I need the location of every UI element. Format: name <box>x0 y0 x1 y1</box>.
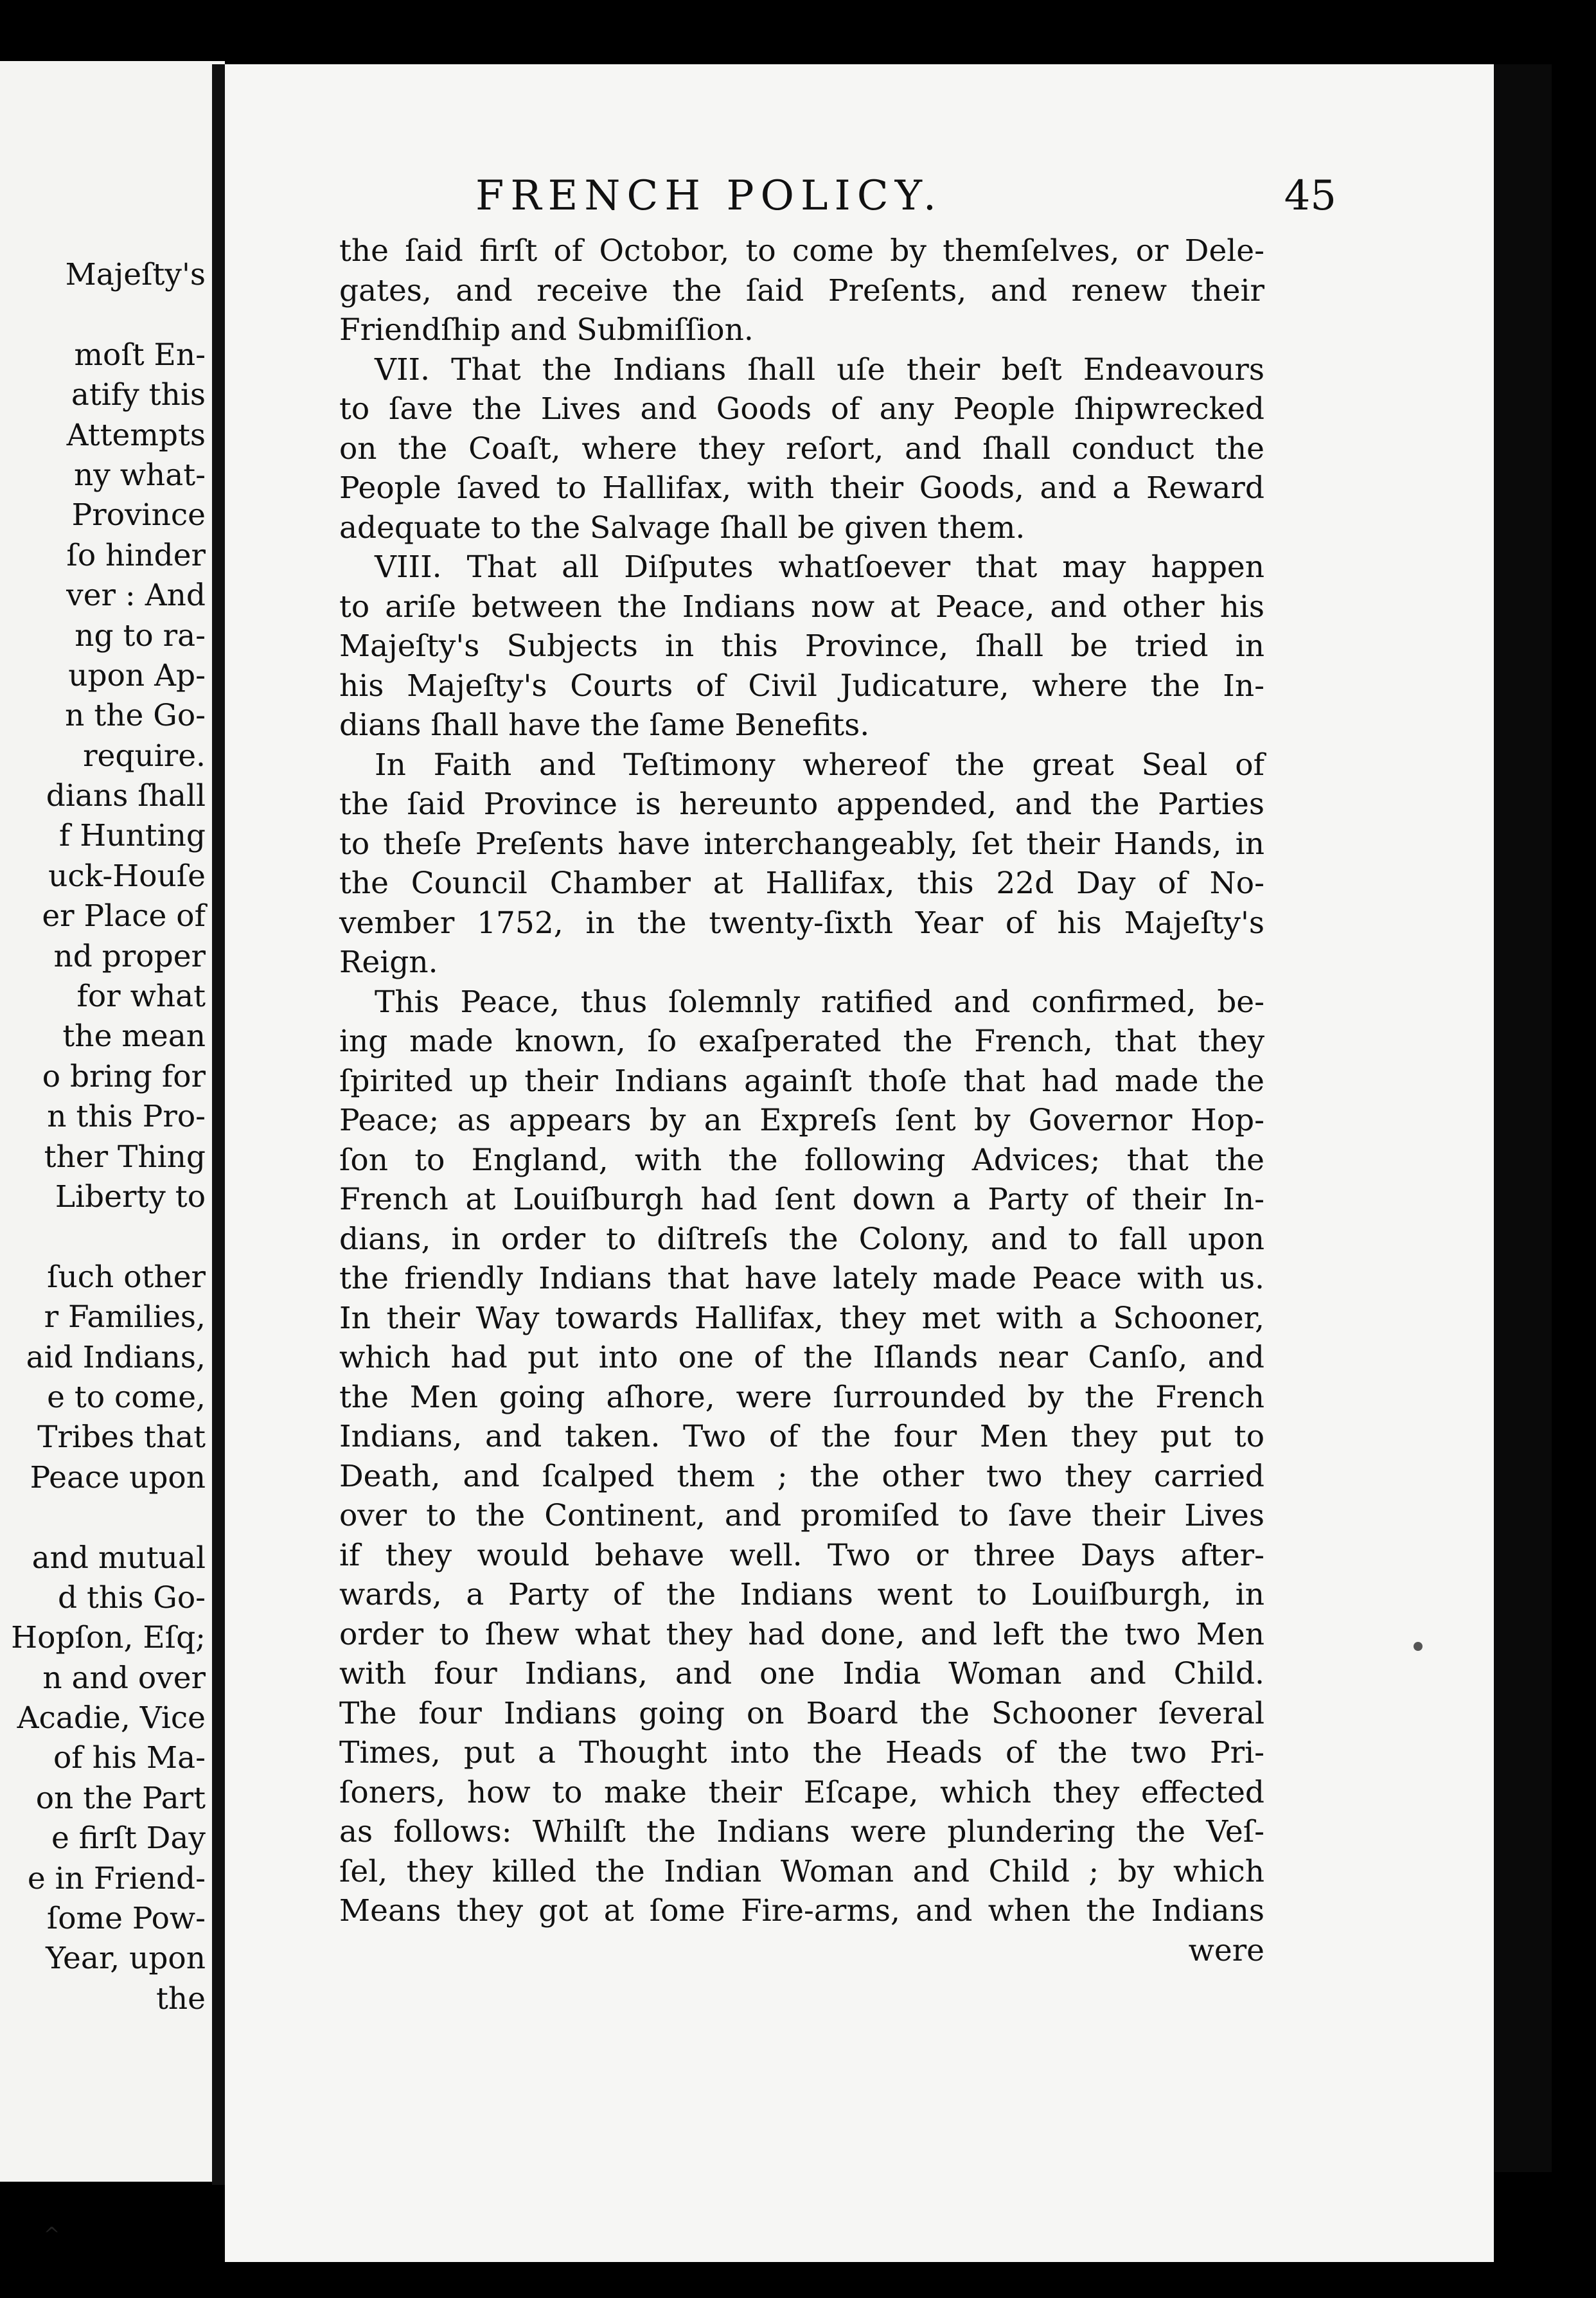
text-line: VIII. That all Diſputes whatſoever that may happen <box>375 549 1264 585</box>
left-line: r Families, <box>44 1299 206 1335</box>
left-line: ny what- <box>73 457 206 493</box>
left-line: ſuch other <box>47 1259 206 1295</box>
running-header <box>475 170 1336 222</box>
left-line: e to come, <box>47 1379 206 1415</box>
left-line: f Hunting <box>58 818 206 854</box>
left-line: atify this <box>71 377 206 413</box>
text-line: dians, in order to diſtreſs the Colony, and to fall upon <box>339 1221 1264 1257</box>
left-line: n and over <box>42 1660 206 1696</box>
left-line: nd proper <box>53 938 206 974</box>
left-line: upon Ap- <box>68 657 206 693</box>
left-line: e firſt Day <box>51 1821 206 1857</box>
text-line: adequate to the Salvage ſhall be given them. <box>339 510 1025 546</box>
text-line: to ariſe between the Indians now at Peace, and other his <box>339 589 1264 625</box>
ink-speck <box>1414 1642 1423 1651</box>
left-line: e in Friend- <box>27 1860 206 1896</box>
text-line: the Men going aſhore, were ſurrounded by the French <box>339 1379 1264 1415</box>
text-line: gates, and receive the ſaid Preſents, and renew their <box>339 272 1264 308</box>
text-line: In Faith and Teſtimony whereof the great Seal of <box>375 747 1264 783</box>
left-line: Province <box>71 497 206 533</box>
text-line: Death, and ſcalped them ; the other two they carried <box>339 1458 1264 1494</box>
text-line: if they would behave well. Two or three Days after- <box>339 1537 1264 1573</box>
left-line: require. <box>83 738 206 774</box>
text-line: Friendſhip and Submiſſion. <box>339 312 754 348</box>
text-line: which had put into one of the Iſlands near Canſo, and <box>339 1340 1264 1375</box>
left-line <box>0 295 206 335</box>
left-line: d this Go- <box>58 1580 206 1616</box>
text-line: Peace; as appears by an Expreſs ſent by Governor Hop- <box>339 1103 1264 1138</box>
left-line: Tribes that <box>37 1420 206 1456</box>
left-line: aid Indians, <box>26 1339 206 1375</box>
text-line: Means they got at ſome Fire-arms, and when the Indians <box>339 1893 1264 1928</box>
left-line: Liberty to <box>55 1179 206 1215</box>
text-line: The four Indians going on Board the Schooner ſeveral <box>339 1695 1264 1731</box>
left-line: n the Go- <box>65 698 206 734</box>
text-line: to ſave the Lives and Goods of any People ſhipwrecked <box>339 391 1264 427</box>
left-line <box>0 1498 206 1538</box>
text-line: order to ſhew what they had done, and left the two Men <box>339 1616 1264 1652</box>
text-line: VII. That the Indians ſhall uſe their beſt Endeavours <box>375 352 1264 387</box>
text-line: Indians, and taken. Two of the four Men they put to <box>339 1419 1264 1454</box>
text-line: ing made known, ſo exaſperated the French, that they <box>339 1024 1264 1059</box>
left-line: ſo hinder <box>66 537 206 573</box>
left-line <box>0 1217 206 1257</box>
left-page-text <box>0 255 206 2019</box>
text-line: the ſaid firſt of Octobor, to come by themſelves, or Dele- <box>339 233 1264 269</box>
left-line: ng to ra- <box>75 618 206 654</box>
left-line: and mutual <box>31 1540 206 1576</box>
left-line: for what <box>76 979 206 1015</box>
left-line: the mean <box>62 1019 206 1055</box>
left-line: uck-Houſe <box>48 858 206 894</box>
text-line: the Council Chamber at Hallifax, this 22d Day of No- <box>339 866 1264 901</box>
caret-mark: ^ <box>44 2223 60 2246</box>
text-line: Reign. <box>339 945 438 980</box>
left-line: o bring for <box>42 1058 206 1094</box>
left-line: dians ſhall <box>46 778 206 814</box>
left-line: Year, upon <box>46 1941 206 1977</box>
left-line: Peace upon <box>30 1459 206 1495</box>
text-line: the friendly Indians that have lately made Peace with us. <box>339 1261 1264 1296</box>
catchword: were <box>1188 1932 1264 1968</box>
left-line: ſome Pow- <box>46 1901 206 1937</box>
text-line: Majeſty's Subjects in this Province, ſhall be tried in <box>339 628 1264 664</box>
text-line: French at Louiſburgh had ſent down a Party of their In- <box>339 1182 1264 1217</box>
left-line: ther Thing <box>44 1139 206 1175</box>
left-line: moſt En- <box>74 337 206 373</box>
text-line: to theſe Preſents have interchangeably, ſet their Hands, in <box>339 826 1264 862</box>
text-line: People ſaved to Hallifax, with their Goods, and a Reward <box>339 470 1264 506</box>
text-line: This Peace, thus ſolemnly ratified and confirmed, be- <box>375 984 1264 1020</box>
left-line: er Place of <box>42 898 206 934</box>
header-title: FRENCH POLICY. <box>475 172 943 220</box>
left-page <box>0 61 225 2246</box>
text-line: with four Indians, and one India Woman and Child. <box>339 1656 1264 1691</box>
text-line: ſoners, how to make their Eſcape, which they effected <box>339 1774 1264 1810</box>
left-line: Attempts <box>66 417 206 453</box>
text-line: on the Coaſt, where they reſort, and ſhall conduct the <box>339 431 1264 467</box>
text-line: over to the Continent, and promiſed to ſave their Lives <box>339 1498 1264 1533</box>
left-line: n this Pro- <box>47 1099 206 1135</box>
text-line: as follows: Whilſt the Indians were plundering the Veſ- <box>339 1814 1264 1849</box>
left-line: Majeſty's <box>65 257 206 292</box>
left-line: Acadie, Vice <box>17 1700 206 1736</box>
text-line: the ſaid Province is hereunto appended, and the Parties <box>339 787 1264 822</box>
text-line: In their Way towards Hallifax, they met with a Schooner, <box>339 1300 1264 1336</box>
text-line: ſpirited up their Indians againſt thoſe that had made the <box>339 1063 1264 1099</box>
body-text <box>339 231 1264 1970</box>
left-line: Hopſon, Eſq; <box>11 1620 206 1656</box>
left-line: ver : And <box>66 578 206 614</box>
page-number: 45 <box>1284 172 1336 220</box>
text-line: vember 1752, in the twenty-ſixth Year of his Majeſty's <box>339 905 1264 941</box>
text-line: ſon to England, with the following Advices; that the <box>339 1142 1264 1178</box>
text-line: ſel, they killed the Indian Woman and Child ; by which <box>339 1853 1264 1889</box>
text-line: Times, put a Thought into the Heads of the two Pri- <box>339 1735 1264 1770</box>
left-line: of his Ma- <box>53 1740 206 1776</box>
left-line: the <box>156 1981 206 2017</box>
page-edge-shadow <box>1494 64 1552 2172</box>
text-line: wards, a Party of the Indians went to Louiſburgh, in <box>339 1577 1264 1612</box>
left-line: on the Part <box>35 1780 206 1816</box>
text-line: dians ſhall have the ſame Benefits. <box>339 708 870 743</box>
text-line: his Majeſty's Courts of Civil Judicature, where the In- <box>339 668 1264 704</box>
